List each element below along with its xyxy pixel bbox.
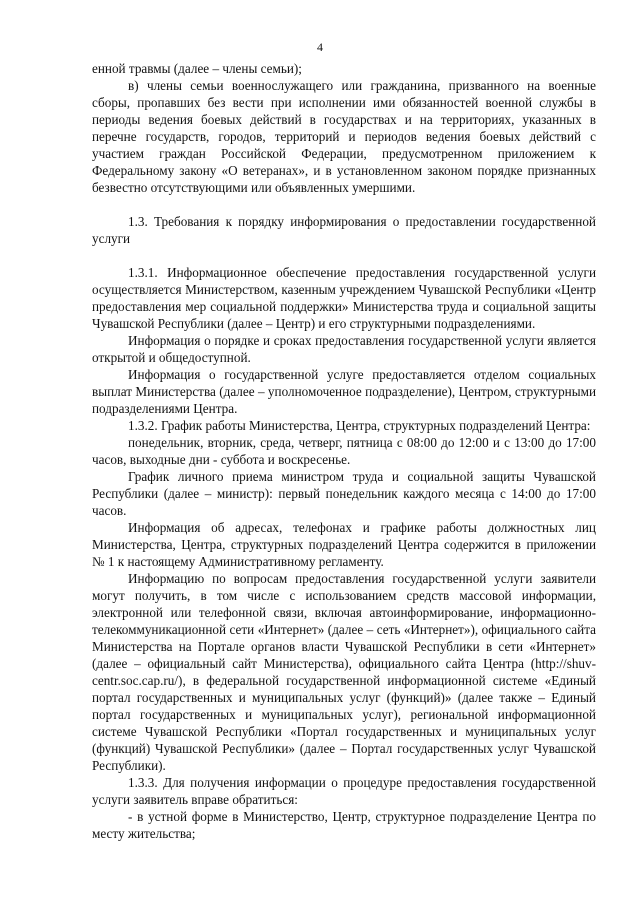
paragraph-work-schedule: понедельник, вторник, среда, четверг, пятница с 08:00 до 12:00 и с 13:00 до 17:00 часов, выходные дни - суббота и воскресенье. xyxy=(92,435,596,467)
document-body xyxy=(92,60,596,842)
paragraph-oral-form: - в устной форме в Министерство, Центр, структурное подразделение Центра по месту жительства; xyxy=(92,809,596,841)
paragraph-minister-schedule: График личного приема министром труда и социальной защиты Чувашской Республики (далее – министр): первый понедельник каждого месяца с 14:00 до 17:00 часов. xyxy=(92,469,596,518)
paragraph-1-3-3: 1.3.3. Для получения информации о процедуре предоставления государственной услуги заявитель вправе обратиться: xyxy=(92,775,596,807)
paragraph-info-open: Информация о порядке и сроках предоставления государственной услуги является открытой и общедоступной. xyxy=(92,333,596,365)
paragraph-info-channels: Информацию по вопросам предоставления государственной услуги заявители могут получить, в том числе с использованием средств массовой информации, электронной или телефонной связи, включая автоинформирование, информационно-телекоммуникационной сети «Интернет» (далее – сеть «Интернет»), официального сайта Министерства на Портале органов власти Чувашской Республики в сети «Интернет» (далее – официальный сайт Министерства), официального сайта Центра (http://shuv-centr.soc.cap.ru/), в федеральной государственной информационной системе «Единый портал государственных и муниципальных услуг (функций)» (далее также – Единый портал государственных и муниципальных услуг), региональной информационной системе Чувашской Республики «Портал государственных и муниципальных услуг (функций) Чувашской Республики» (далее – Портал государственных услуг Чувашской Республики). xyxy=(92,571,596,773)
paragraph-1-3-1: 1.3.1. Информационное обеспечение предоставления государственной услуги осуществляется Министерством, казенным учреждением Чувашской Республики «Центр предоставления мер социальной поддержки» Министерства труда и социальной защиты Чувашской Республики (далее – Центр) и его структурными подразделениями. xyxy=(92,265,596,331)
section-heading-1-3: 1.3. Требования к порядку информирования о предоставлении государственной услуги xyxy=(92,214,596,246)
paragraph-contacts-appendix: Информация об адресах, телефонах и графике работы должностных лиц Министерства, Центра, структурных подразделений Центра содержится в приложении № 1 к настоящему Административному регламенту. xyxy=(92,520,596,569)
paragraph-info-provider: Информация о государственной услуге предоставляется отделом социальных выплат Министерства (далее – уполномоченное подразделение), Центром, структурными подразделениями Центра. xyxy=(92,367,596,416)
paragraph-continuation: енной травмы (далее – члены семьи); xyxy=(92,61,302,76)
paragraph-item-v: в) члены семьи военнослужащего или гражданина, призванного на военные сборы, пропавших без вести при исполнении ими обязанностей военной службы в периоды ведения боевых действий в государствах и на территориях, указанных в перечне государств, городов, территорий и периодов ведения боевых действий с участием граждан Российской Федерации, предусмотренном приложением к Федеральному закону «О ветеранах», и в установленном законом порядке признанных безвестно отсутствующими или объявленных умершими. xyxy=(92,78,596,195)
page-number: 4 xyxy=(317,40,323,54)
paragraph-1-3-2: 1.3.2. График работы Министерства, Центра, структурных подразделений Центра: xyxy=(128,418,591,433)
